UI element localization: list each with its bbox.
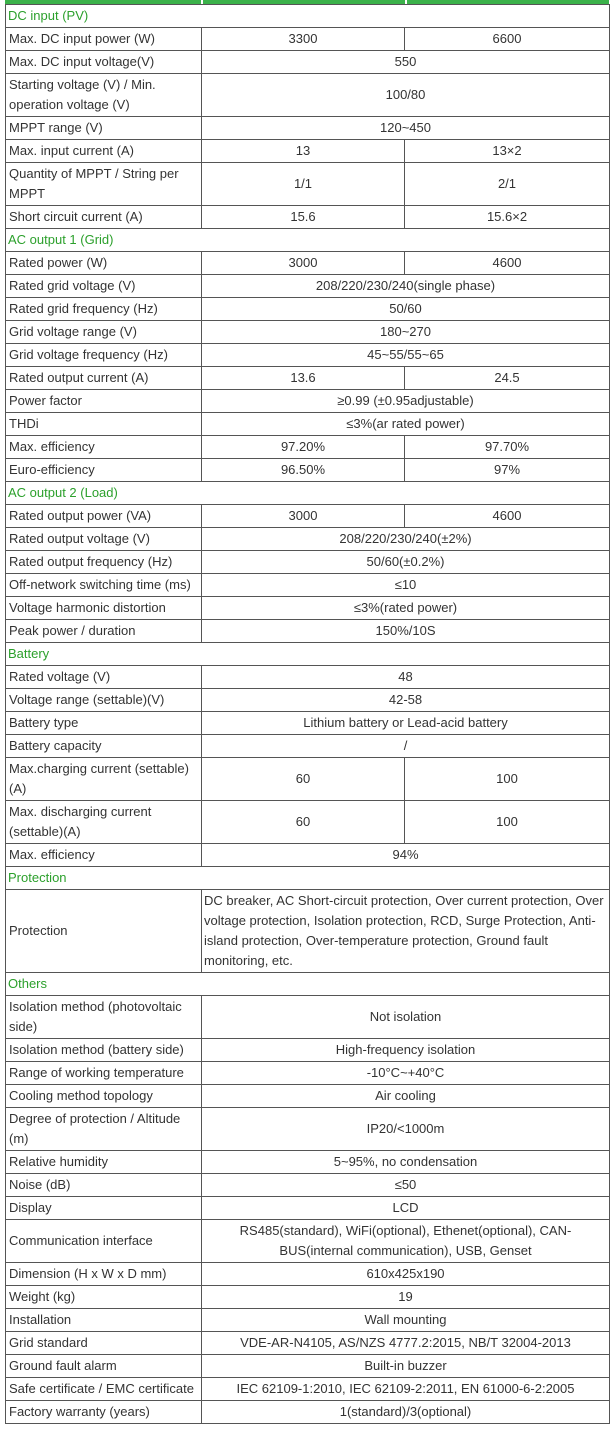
accent-segment — [203, 0, 405, 4]
spec-sheet — [5, 0, 609, 1424]
spec-label: Noise (dB) — [6, 1174, 202, 1197]
spec-label: Max. DC input power (W) — [6, 28, 202, 51]
spec-value: 100/80 — [202, 74, 610, 117]
spec-value: High-frequency isolation — [202, 1039, 610, 1062]
spec-value-model-2: 100 — [405, 801, 610, 844]
spec-value-model-1: 15.6 — [202, 206, 405, 229]
spec-value-model-1: 13 — [202, 140, 405, 163]
section-title: DC input (PV) — [6, 5, 610, 28]
spec-label: Rated output current (A) — [6, 367, 202, 390]
table-row — [6, 1108, 610, 1151]
section-header-row — [6, 643, 610, 666]
table-row — [6, 390, 610, 413]
spec-label: Off-network switching time (ms) — [6, 574, 202, 597]
spec-label: Factory warranty (years) — [6, 1401, 202, 1424]
table-row — [6, 163, 610, 206]
spec-value: 42-58 — [202, 689, 610, 712]
spec-label: Rated output power (VA) — [6, 505, 202, 528]
table-row — [6, 413, 610, 436]
table-row — [6, 74, 610, 117]
table-row — [6, 28, 610, 51]
table-row — [6, 1062, 610, 1085]
spec-label: Installation — [6, 1309, 202, 1332]
spec-table-body — [6, 5, 610, 1424]
accent-segment — [5, 0, 201, 4]
spec-label: Rated grid voltage (V) — [6, 275, 202, 298]
table-row — [6, 597, 610, 620]
table-row — [6, 1085, 610, 1108]
spec-label: Voltage harmonic distortion — [6, 597, 202, 620]
spec-label: Max. discharging current (settable)(A) — [6, 801, 202, 844]
spec-value-model-2: 24.5 — [405, 367, 610, 390]
spec-label: Weight (kg) — [6, 1286, 202, 1309]
spec-value-model-1: 96.50% — [202, 459, 405, 482]
section-title: AC output 1 (Grid) — [6, 229, 610, 252]
spec-value: 50/60(±0.2%) — [202, 551, 610, 574]
table-row — [6, 1355, 610, 1378]
spec-value-model-2: 97% — [405, 459, 610, 482]
section-header-row — [6, 5, 610, 28]
spec-value-model-1: 13.6 — [202, 367, 405, 390]
spec-value-model-2: 97.70% — [405, 436, 610, 459]
spec-value-model-2: 4600 — [405, 252, 610, 275]
spec-value: 1(standard)/3(optional) — [202, 1401, 610, 1424]
spec-value: VDE-AR-N4105, AS/NZS 4777.2:2015, NB/T 32004-2013 — [202, 1332, 610, 1355]
section-header-row — [6, 973, 610, 996]
section-header-row — [6, 482, 610, 505]
table-row — [6, 436, 610, 459]
spec-label: Max.charging current (settable)(A) — [6, 758, 202, 801]
table-row — [6, 140, 610, 163]
spec-label: THDi — [6, 413, 202, 436]
table-row — [6, 574, 610, 597]
table-row — [6, 735, 610, 758]
spec-value: Wall mounting — [202, 1309, 610, 1332]
spec-value: ≤50 — [202, 1174, 610, 1197]
spec-label: Starting voltage (V) / Min. operation voltage (V) — [6, 74, 202, 117]
spec-value-model-1: 60 — [202, 801, 405, 844]
table-row — [6, 758, 610, 801]
spec-value: IEC 62109-1:2010, IEC 62109-2:2011, EN 61000-6-2:2005 — [202, 1378, 610, 1401]
table-row — [6, 298, 610, 321]
spec-value-model-2: 4600 — [405, 505, 610, 528]
table-row — [6, 1309, 610, 1332]
spec-value: Lithium battery or Lead-acid battery — [202, 712, 610, 735]
spec-label: Max. efficiency — [6, 436, 202, 459]
spec-value: -10°C~+40°C — [202, 1062, 610, 1085]
spec-value-model-2: 6600 — [405, 28, 610, 51]
spec-value: / — [202, 735, 610, 758]
table-row — [6, 505, 610, 528]
spec-value: ≤3%(rated power) — [202, 597, 610, 620]
spec-label: Grid voltage frequency (Hz) — [6, 344, 202, 367]
spec-value-model-2: 2/1 — [405, 163, 610, 206]
section-title: Others — [6, 973, 610, 996]
table-row — [6, 459, 610, 482]
spec-value: 610x425x190 — [202, 1263, 610, 1286]
table-row — [6, 996, 610, 1039]
table-row — [6, 51, 610, 74]
table-row — [6, 367, 610, 390]
top-accent-strip — [5, 0, 609, 4]
spec-label: MPPT range (V) — [6, 117, 202, 140]
spec-value: 208/220/230/240(single phase) — [202, 275, 610, 298]
spec-value: 150%/10S — [202, 620, 610, 643]
section-header-row — [6, 867, 610, 890]
spec-value: 48 — [202, 666, 610, 689]
table-row — [6, 117, 610, 140]
spec-value: Air cooling — [202, 1085, 610, 1108]
section-title: AC output 2 (Load) — [6, 482, 610, 505]
table-row — [6, 712, 610, 735]
spec-label: Battery capacity — [6, 735, 202, 758]
spec-value-model-1: 3300 — [202, 28, 405, 51]
spec-value-model-2: 100 — [405, 758, 610, 801]
spec-value: 180~270 — [202, 321, 610, 344]
table-row — [6, 689, 610, 712]
table-row — [6, 1378, 610, 1401]
spec-table — [5, 4, 610, 1424]
spec-label: Euro-efficiency — [6, 459, 202, 482]
spec-value: 550 — [202, 51, 610, 74]
spec-value: DC breaker, AC Short-circuit protection, Over current protection, Over voltage protection, Isolation protection, RCD, Surge Protection, Anti-island protection, Over-temperature protection, Ground fault monitoring, etc. — [202, 890, 610, 973]
spec-label: Rated output voltage (V) — [6, 528, 202, 551]
spec-value: 120~450 — [202, 117, 610, 140]
spec-label: Grid voltage range (V) — [6, 321, 202, 344]
table-row — [6, 1151, 610, 1174]
spec-label: Quantity of MPPT / String per MPPT — [6, 163, 202, 206]
section-title: Battery — [6, 643, 610, 666]
spec-label: Max. efficiency — [6, 844, 202, 867]
spec-label: Peak power / duration — [6, 620, 202, 643]
spec-value: Built-in buzzer — [202, 1355, 610, 1378]
spec-value: 45~55/55~65 — [202, 344, 610, 367]
table-row — [6, 1263, 610, 1286]
table-row — [6, 1039, 610, 1062]
table-row — [6, 1332, 610, 1355]
spec-label: Rated voltage (V) — [6, 666, 202, 689]
spec-value: 94% — [202, 844, 610, 867]
table-row — [6, 844, 610, 867]
spec-label: Rated output frequency (Hz) — [6, 551, 202, 574]
spec-value-model-1: 3000 — [202, 252, 405, 275]
table-row — [6, 551, 610, 574]
table-row — [6, 344, 610, 367]
spec-label: Display — [6, 1197, 202, 1220]
table-row — [6, 1401, 610, 1424]
table-row — [6, 206, 610, 229]
table-row — [6, 890, 610, 973]
spec-value-model-2: 15.6×2 — [405, 206, 610, 229]
table-row — [6, 1220, 610, 1263]
spec-label: Communication interface — [6, 1220, 202, 1263]
spec-value: LCD — [202, 1197, 610, 1220]
spec-value: RS485(standard), WiFi(optional), Ethenet(optional), CAN-BUS(internal communication), USB, Genset — [202, 1220, 610, 1263]
spec-label: Power factor — [6, 390, 202, 413]
spec-value: IP20/<1000m — [202, 1108, 610, 1151]
spec-label: Degree of protection / Altitude (m) — [6, 1108, 202, 1151]
spec-value: 50/60 — [202, 298, 610, 321]
spec-label: Ground fault alarm — [6, 1355, 202, 1378]
spec-value: ≤10 — [202, 574, 610, 597]
table-row — [6, 666, 610, 689]
spec-value-model-1: 60 — [202, 758, 405, 801]
spec-label: Grid standard — [6, 1332, 202, 1355]
spec-value: 5~95%, no condensation — [202, 1151, 610, 1174]
table-row — [6, 528, 610, 551]
spec-value: Not isolation — [202, 996, 610, 1039]
spec-label: Voltage range (settable)(V) — [6, 689, 202, 712]
spec-value: 19 — [202, 1286, 610, 1309]
table-row — [6, 1174, 610, 1197]
accent-segment — [407, 0, 609, 4]
table-row — [6, 1197, 610, 1220]
table-row — [6, 1286, 610, 1309]
spec-value-model-1: 1/1 — [202, 163, 405, 206]
spec-value-model-1: 3000 — [202, 505, 405, 528]
spec-label: Relative humidity — [6, 1151, 202, 1174]
table-row — [6, 321, 610, 344]
section-header-row — [6, 229, 610, 252]
table-row — [6, 252, 610, 275]
spec-label: Rated grid frequency (Hz) — [6, 298, 202, 321]
table-row — [6, 801, 610, 844]
spec-label: Rated power (W) — [6, 252, 202, 275]
spec-label: Isolation method (photovoltaic side) — [6, 996, 202, 1039]
spec-label: Safe certificate / EMC certificate — [6, 1378, 202, 1401]
spec-value-model-2: 13×2 — [405, 140, 610, 163]
spec-value: ≥0.99 (±0.95adjustable) — [202, 390, 610, 413]
spec-value: 208/220/230/240(±2%) — [202, 528, 610, 551]
spec-label: Battery type — [6, 712, 202, 735]
spec-label: Isolation method (battery side) — [6, 1039, 202, 1062]
spec-label: Max. input current (A) — [6, 140, 202, 163]
spec-label: Range of working temperature — [6, 1062, 202, 1085]
spec-value-model-1: 97.20% — [202, 436, 405, 459]
spec-label: Max. DC input voltage(V) — [6, 51, 202, 74]
spec-label: Dimension (H x W x D mm) — [6, 1263, 202, 1286]
spec-label: Short circuit current (A) — [6, 206, 202, 229]
section-title: Protection — [6, 867, 610, 890]
table-row — [6, 620, 610, 643]
spec-label: Protection — [6, 890, 202, 973]
spec-label: Cooling method topology — [6, 1085, 202, 1108]
table-row — [6, 275, 610, 298]
spec-value: ≤3%(ar rated power) — [202, 413, 610, 436]
